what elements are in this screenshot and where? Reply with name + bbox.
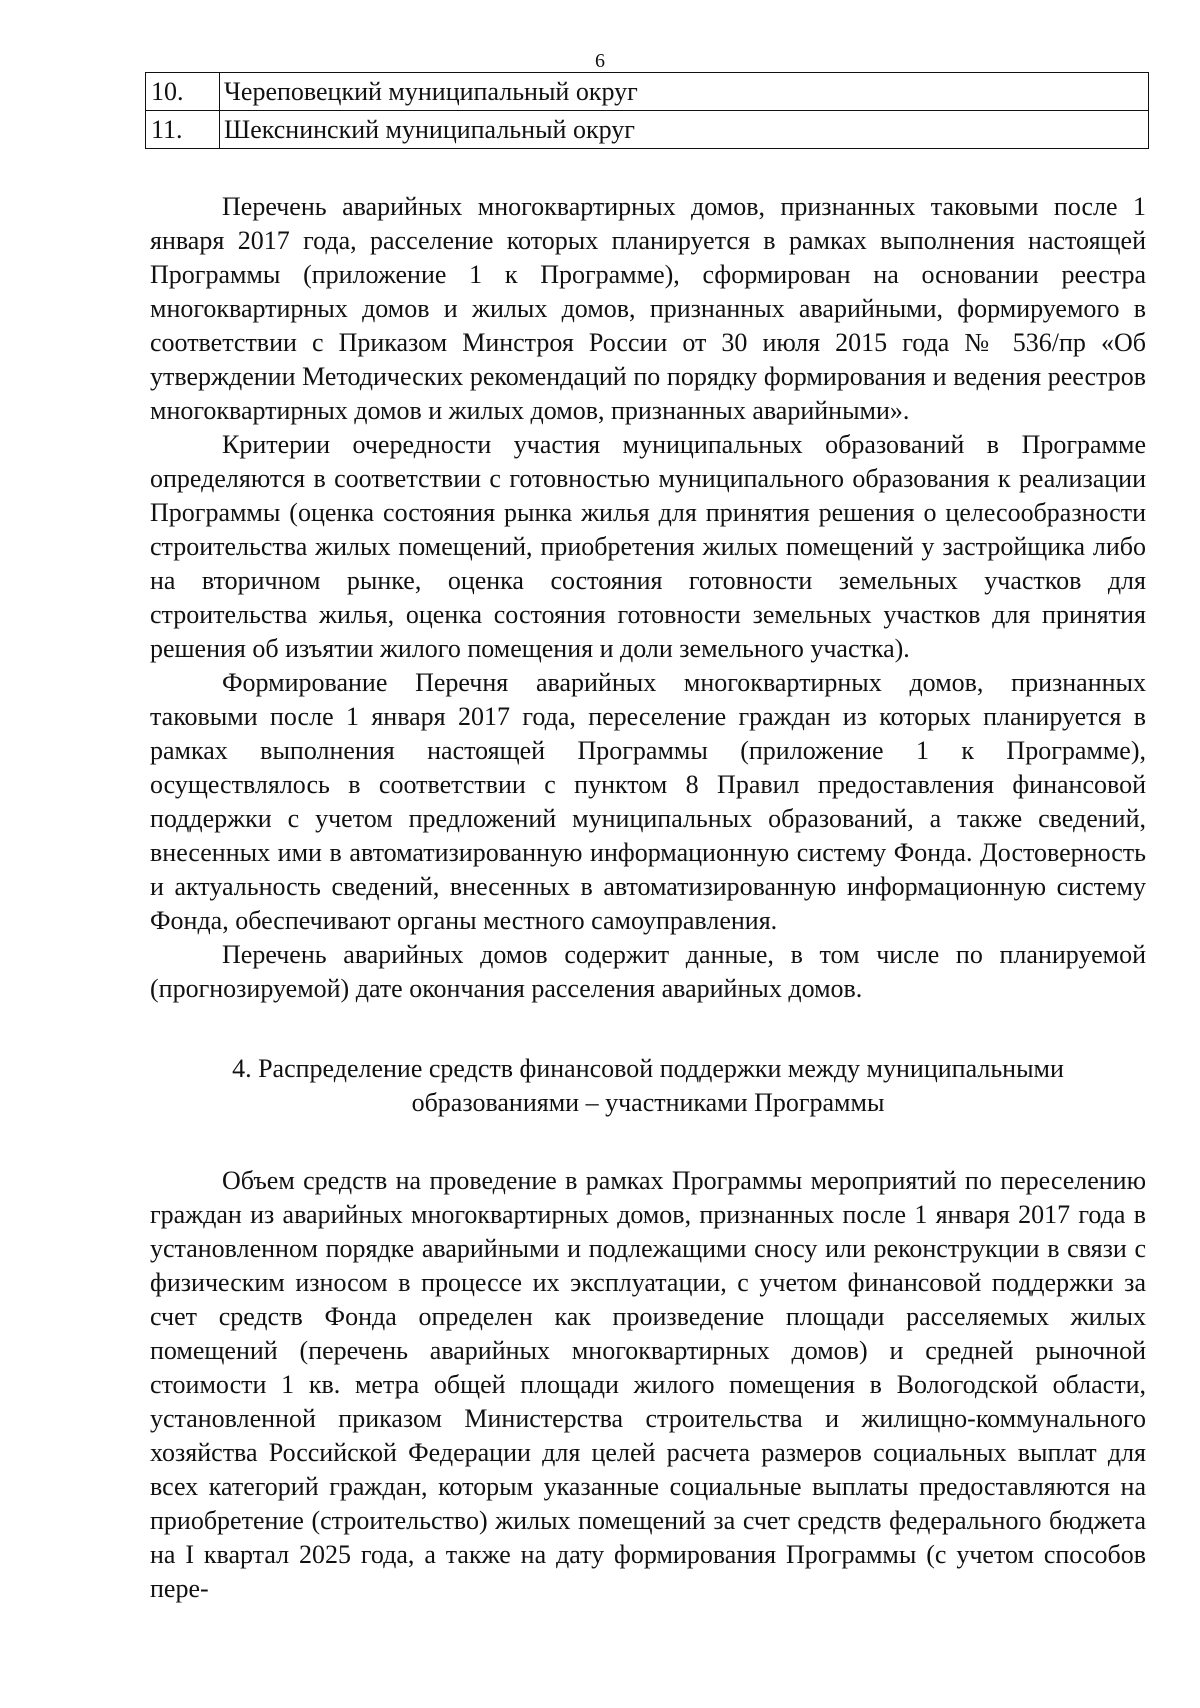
section-heading	[150, 1052, 1146, 1120]
row-number: 11.	[146, 111, 220, 149]
municipality-name: Шекснинский муниципальный округ	[220, 111, 1149, 149]
section-heading-line: образованиями – участниками Программы	[411, 1088, 885, 1117]
paragraph: Критерии очередности участия муниципальных образований в Программе определяются в соответствии с готовностью муниципального образования к реализации Программы (оценка состояния рынка жилья для принятия решения о целесообразности строительства жилых помещений, приобретения жилых помещений у застройщика либо на вторичном рынке, оценка состояния готовности земельных участков для строительства жилья, оценка состояния готовности земельных участков для принятия решения об изъятии жилого помещения и доли земельного участка).	[150, 430, 1146, 663]
page-number: 6	[595, 50, 605, 72]
paragraph: Перечень аварийных домов содержит данные, в том числе по планируемой (прогнозируемой) дате окончания расселения аварийных домов.	[150, 940, 1146, 1003]
municipalities-table	[145, 72, 1149, 149]
section-heading-line: 4. Распределение средств финансовой поддержки между муниципальными	[232, 1054, 1064, 1083]
paragraph: Объем средств на проведение в рамках Программы мероприятий по переселению граждан из аварийных многоквартирных домов, признанных после 1 января 2017 года в установленном порядке аварийными и подлежащими сносу или реконструкции в связи с физическим износом в процессе их эксплуатации, с учетом финансовой поддержки за счет средств Фонда определен как произведение площади расселяемых жилых помещений (перечень аварийных многоквартирных домов) и средней рыночной стоимости 1 кв. метра общей площади жилого помещения в Вологодской области, установленной приказом Министерства строительства и жилищно-коммунального хозяйства Российской Федерации для целей расчета размеров социальных выплат для всех категорий граждан, которым указанные социальные выплаты предоставляются на приобретение (строительство) жилых помещений за счет средств федерального бюджета на I квартал 2025 года, а также на дату формирования Программы (с учетом способов пере-	[150, 1166, 1146, 1603]
municipality-name: Череповецкий муниципальный округ	[220, 73, 1149, 111]
row-number: 10.	[146, 73, 220, 111]
table-row	[146, 73, 1149, 111]
paragraph: Перечень аварийных многоквартирных домов, признанных таковыми после 1 января 2017 года, расселение которых планируется в рамках выполнения настоящей Программы (приложение 1 к Программе), сформирован на основании реестра многоквартирных домов и жилых домов, признанных аварийными, формируемого в соответствии с Приказом Минстроя России от 30 июля 2015 года № 536/пр «Об утверждении Методических рекомендаций по порядку формирования и ведения реестров многоквартирных домов и жилых домов, признанных аварийными».	[150, 192, 1146, 425]
document-body	[150, 190, 1146, 1606]
paragraph: Формирование Перечня аварийных многоквартирных домов, признанных таковыми после 1 января 2017 года, переселение граждан из которых планируется в рамках выполнения настоящей Программы (приложение 1 к Программе), осуществлялось в соответствии с пунктом 8 Правил предоставления финансовой поддержки с учетом предложений муниципальных образований, а также сведений, внесенных ими в автоматизированную информационную систему Фонда. Достоверность и актуальность сведений, внесенных в автоматизированную информационную систему Фонда, обеспечивают органы местного самоуправления.	[150, 668, 1146, 935]
table-row	[146, 111, 1149, 149]
